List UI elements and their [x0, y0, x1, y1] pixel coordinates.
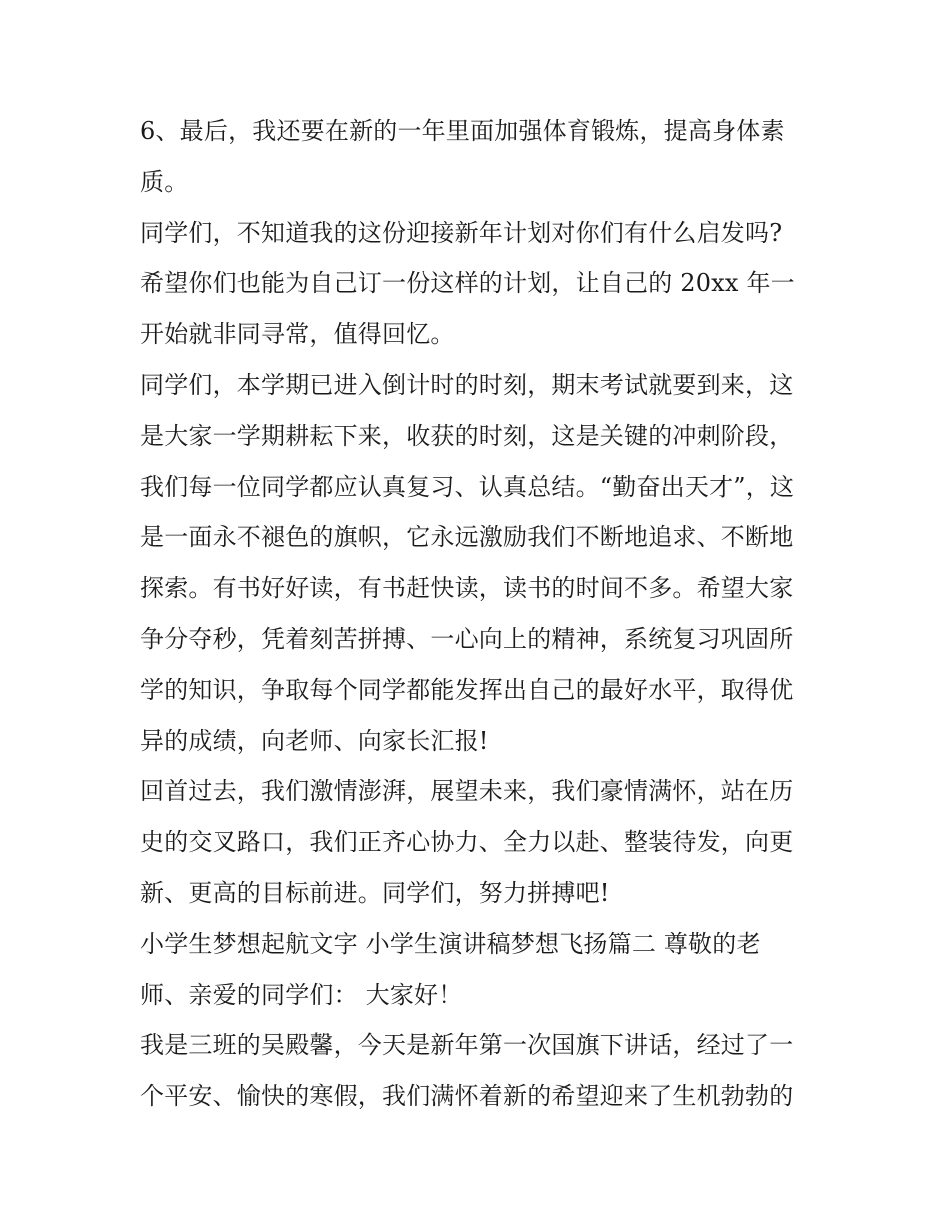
- paragraph-2: [140, 208, 820, 360]
- text-line: 同学们，本学期已进入倒计时的时刻，期末考试就要到来，这: [140, 370, 794, 399]
- paragraph-1: [140, 106, 820, 208]
- text-line: 希望你们也能为自己订一份这样的计划，让自己的 20xx 年一: [140, 269, 795, 298]
- paragraph-5-heading: [140, 919, 820, 1021]
- text-line: 史的交叉路口，我们正齐心协力、全力以赴、整装待发，向更: [140, 828, 794, 857]
- text-line: 开始就非同寻常，值得回忆。: [140, 320, 455, 349]
- text-line: 我们每一位同学都应认真复习、认真总结。“勤奋出天才”，这: [140, 472, 795, 501]
- text-line: 师、亲爱的同学们： 大家好！: [140, 980, 463, 1009]
- text-line: 回首过去，我们激情澎湃，展望未来，我们豪情满怀，站在历: [140, 777, 794, 806]
- paragraph-4: [140, 766, 820, 918]
- text-line: 异的成绩，向老师、向家长汇报!: [140, 726, 489, 755]
- text-line: 新、更高的目标前进。同学们，努力拼搏吧!: [140, 878, 610, 907]
- paragraph-3: [140, 360, 820, 766]
- text-line: 我是三班的吴殿馨，今天是新年第一次国旗下讲话，经过了一: [140, 1031, 794, 1060]
- text-line: 是大家一学期耕耘下来，收获的时刻，这是关键的冲刺阶段，: [140, 421, 794, 450]
- text-line: 6、最后，我还要在新的一年里面加强体育锻炼，提高身体素: [140, 117, 785, 145]
- text-line: 是一面永不褪色的旗帜，它永远激励我们不断地追求、不断地: [140, 523, 794, 552]
- text-line: 争分夺秒，凭着刻苦拼搏、一心向上的精神，系统复习巩固所: [140, 624, 794, 653]
- paragraph-6: [140, 1020, 820, 1122]
- text-line: 学的知识，争取每个同学都能发挥出自己的最好水平，取得优: [140, 675, 794, 704]
- text-line: 小学生梦想起航文字 小学生演讲稿梦想飞扬篇二 尊敬的老: [140, 929, 761, 958]
- document-body: [140, 106, 820, 1122]
- text-line: 质。: [140, 167, 189, 196]
- text-line: 同学们，不知道我的这份迎接新年计划对你们有什么启发吗?: [140, 218, 783, 247]
- text-line: 探索。有书好好读，有书赶快读，读书的时间不多。希望大家: [140, 574, 794, 603]
- text-line: 个平安、愉快的寒假，我们满怀着新的希望迎来了生机勃勃的: [140, 1082, 794, 1111]
